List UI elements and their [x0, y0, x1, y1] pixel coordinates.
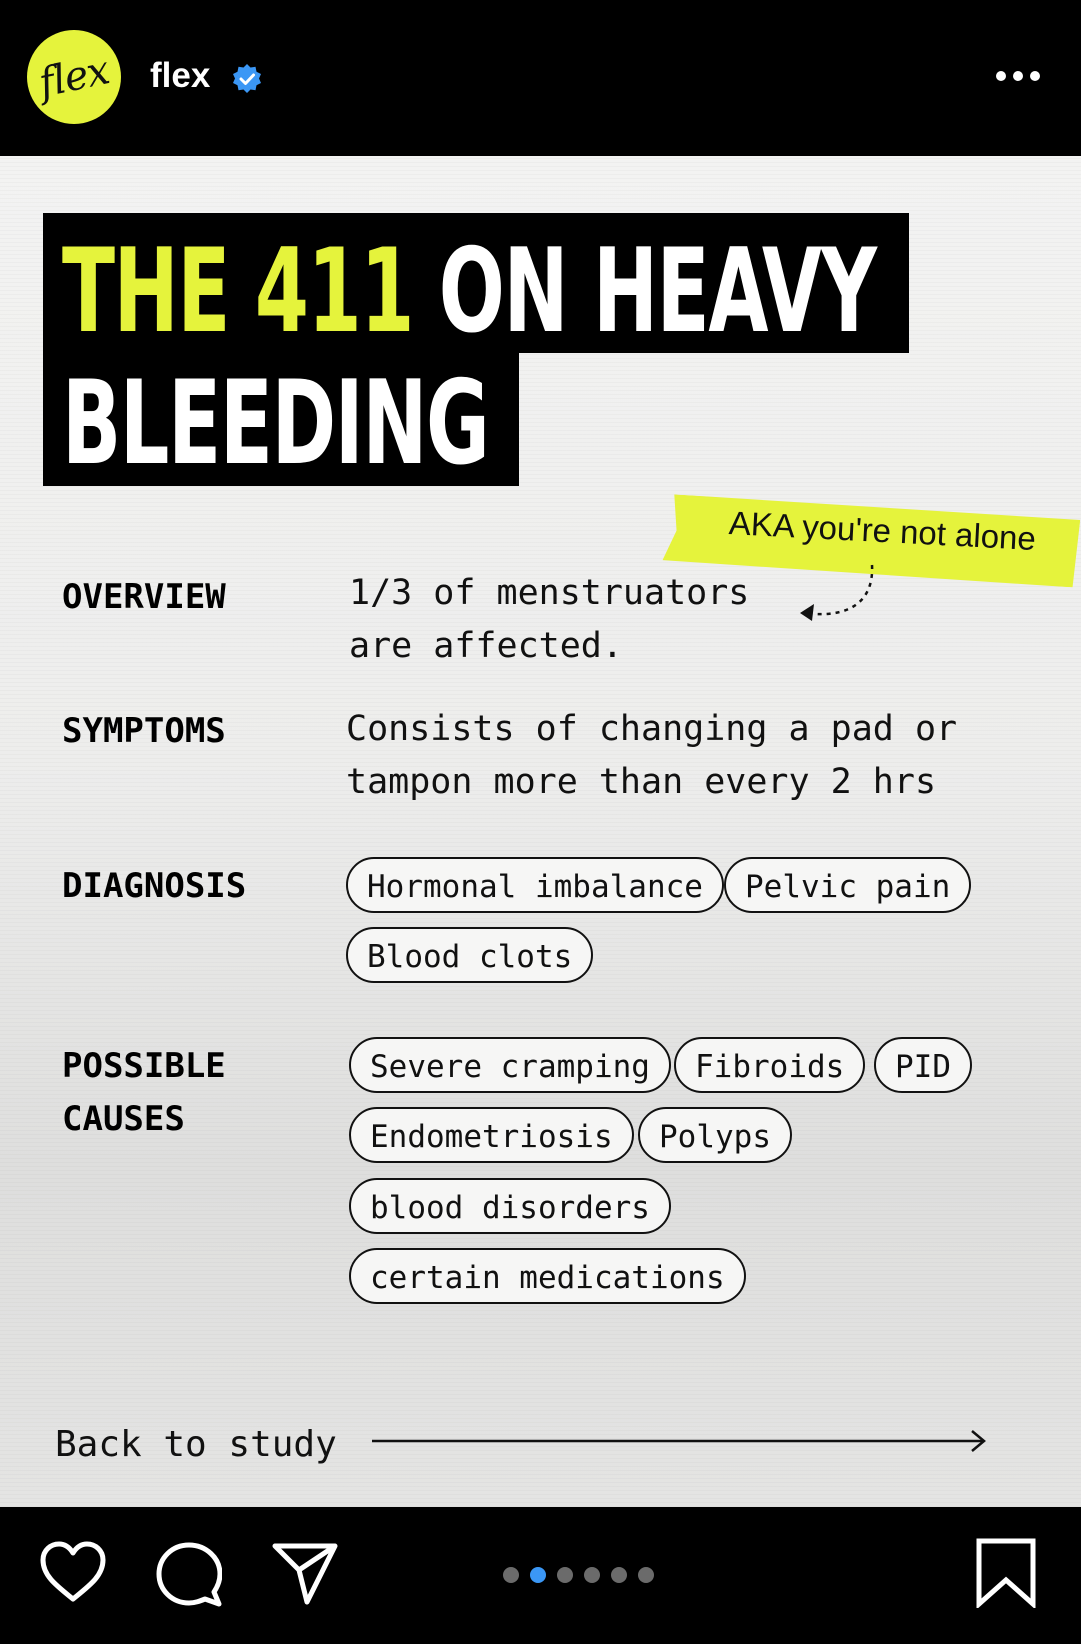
diagnosis-tag: Blood clots	[346, 927, 593, 983]
carousel-dot	[557, 1567, 573, 1583]
carousel-dot	[638, 1567, 654, 1583]
cause-tag: PID	[874, 1037, 972, 1093]
back-to-study-text: Back to study	[55, 1424, 337, 1465]
cause-tag: Severe cramping	[349, 1037, 671, 1093]
carousel-dot	[611, 1567, 627, 1583]
title-rest: ON HEAVY	[413, 224, 876, 359]
overview-label: OVERVIEW	[62, 577, 226, 617]
diagnosis-tag: Pelvic pain	[724, 857, 971, 913]
diagnosis-tag: Hormonal imbalance	[346, 857, 724, 913]
carousel-dot	[503, 1567, 519, 1583]
post-title-line2: BLEEDING	[62, 356, 489, 491]
carousel-indicator	[503, 1567, 654, 1583]
title-highlight: THE 411	[62, 224, 414, 359]
cause-tag: Polyps	[638, 1107, 792, 1163]
cause-tag: Endometriosis	[349, 1107, 634, 1163]
comment-icon[interactable]	[156, 1542, 222, 1608]
overview-line1: 1/3 of menstruators	[349, 573, 750, 613]
arrow-right-icon	[372, 1426, 992, 1456]
overview-line2: are affected.	[349, 626, 623, 666]
cause-tag: blood disorders	[349, 1178, 671, 1234]
symptoms-line1: Consists of changing a pad or	[346, 709, 958, 749]
causes-label-line2: CAUSES	[62, 1099, 185, 1139]
carousel-dot-active	[530, 1567, 546, 1583]
cause-tag: Fibroids	[674, 1037, 865, 1093]
username[interactable]: flex	[150, 56, 211, 95]
post-image	[0, 156, 1081, 1507]
more-options-icon[interactable]	[996, 62, 1040, 90]
heart-icon[interactable]	[39, 1541, 107, 1603]
tape-text: AKA you're not alone	[728, 504, 1037, 558]
share-icon[interactable]	[271, 1540, 339, 1606]
post-header	[0, 0, 1081, 156]
bookmark-icon[interactable]	[975, 1538, 1037, 1608]
verified-badge-icon	[231, 63, 263, 95]
avatar-logo-text: flex	[35, 47, 113, 107]
avatar[interactable]	[27, 30, 121, 124]
post-title-line1	[62, 224, 876, 359]
symptoms-label: SYMPTOMS	[62, 711, 226, 751]
cause-tag: certain medications	[349, 1248, 746, 1304]
carousel-dot	[584, 1567, 600, 1583]
diagnosis-label: DIAGNOSIS	[62, 866, 247, 906]
symptoms-line2: tampon more than every 2 hrs	[346, 762, 937, 802]
dotted-arrow-icon	[790, 561, 890, 641]
causes-label-line1: POSSIBLE	[62, 1046, 226, 1086]
